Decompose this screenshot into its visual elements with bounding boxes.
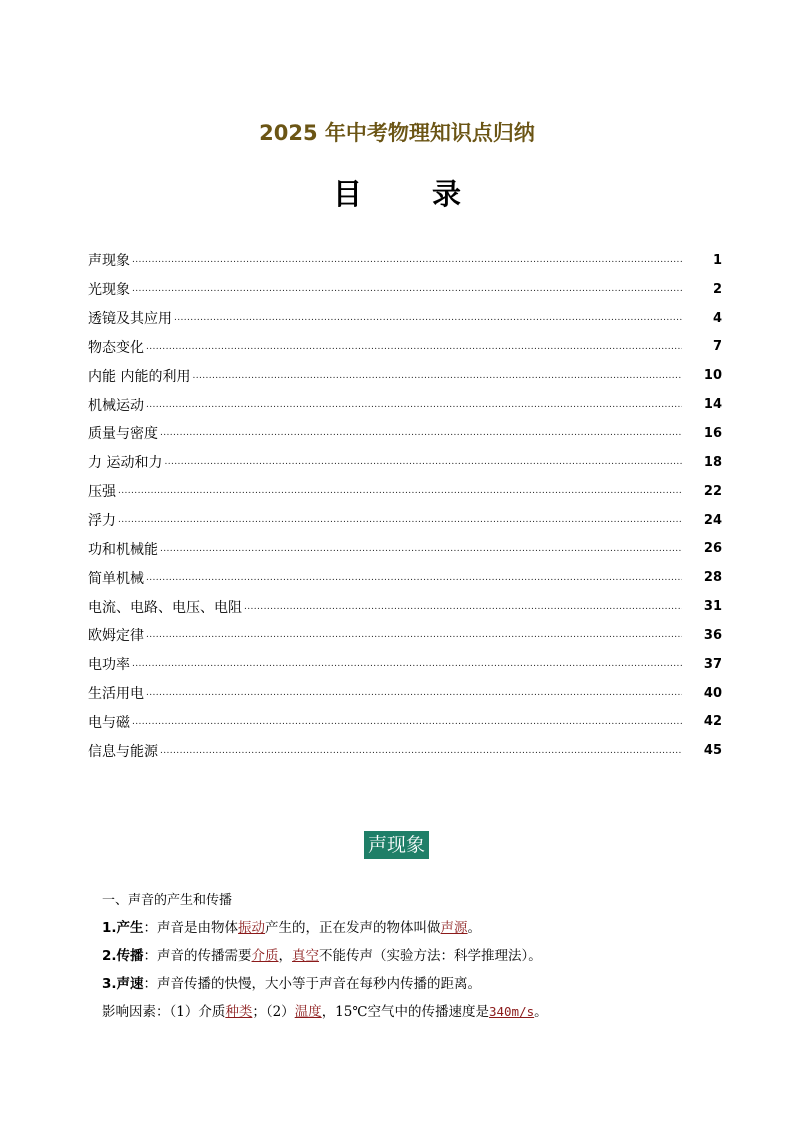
toc-entry[interactable] bbox=[88, 448, 722, 477]
toc-dot-leader bbox=[118, 513, 682, 527]
toc-entry-title: 生活用电 bbox=[88, 686, 144, 703]
paragraph-speed bbox=[102, 972, 481, 992]
toc-dot-leader bbox=[146, 628, 682, 642]
subsection-title: 一、声音的产生和传播 bbox=[102, 893, 233, 908]
toc-entry[interactable] bbox=[88, 477, 722, 506]
toc-dot-leader bbox=[118, 484, 682, 498]
toc-entry-title: 光现象 bbox=[88, 282, 130, 299]
toc-dot-leader bbox=[174, 311, 682, 325]
highlight-term: 介质 bbox=[251, 948, 279, 964]
toc-page-number: 31 bbox=[703, 599, 722, 615]
toc-heading: 目 录 bbox=[332, 177, 492, 211]
paragraph-propagation bbox=[102, 944, 542, 964]
toc-entry-title: 质量与密度 bbox=[88, 426, 158, 443]
highlight-term: 温度 bbox=[294, 1004, 322, 1020]
paragraph-label: 1.产生 bbox=[102, 920, 144, 936]
toc-entry-title: 机械运动 bbox=[88, 397, 144, 414]
document-title: 2025 年中考物理知识点归纳 bbox=[259, 121, 535, 145]
toc-dot-leader bbox=[146, 398, 682, 412]
toc-page-number: 16 bbox=[703, 425, 722, 441]
paragraph-text: 影响因素：（1）介质 bbox=[102, 1004, 226, 1020]
toc-page-number: 45 bbox=[703, 743, 722, 759]
toc-entry[interactable] bbox=[88, 650, 722, 679]
toc-entry-title: 电与磁 bbox=[88, 714, 130, 731]
toc-entry-title: 声现象 bbox=[88, 253, 130, 270]
toc-entry-title: 电流、电路、电压、电阻 bbox=[88, 599, 242, 616]
toc-entry[interactable] bbox=[88, 390, 722, 419]
highlight-term: 种类 bbox=[225, 1004, 253, 1020]
toc-entry[interactable] bbox=[88, 534, 722, 563]
section-banner: 声现象 bbox=[364, 831, 429, 859]
toc-entry-title: 简单机械 bbox=[88, 570, 144, 587]
toc-page-number: 1 bbox=[712, 252, 722, 268]
table-of-contents bbox=[88, 246, 722, 765]
toc-entry-title: 功和机械能 bbox=[88, 541, 158, 558]
toc-dot-leader bbox=[160, 426, 682, 440]
toc-dot-leader bbox=[160, 542, 682, 556]
toc-entry-title: 欧姆定律 bbox=[88, 628, 144, 645]
paragraph-text: ：声音是由物体 bbox=[143, 920, 239, 936]
toc-dot-leader bbox=[132, 253, 682, 267]
highlight-term: 振动 bbox=[238, 920, 266, 936]
toc-entry[interactable] bbox=[88, 736, 722, 765]
toc-entry-title: 力 运动和力 bbox=[88, 455, 163, 472]
toc-dot-leader bbox=[132, 282, 682, 296]
toc-entry-title: 内能 内能的利用 bbox=[88, 368, 191, 385]
toc-entry[interactable] bbox=[88, 275, 722, 304]
toc-page-number: 26 bbox=[703, 541, 722, 557]
toc-page-number: 28 bbox=[703, 570, 722, 586]
toc-entry-title: 透镜及其应用 bbox=[88, 311, 172, 328]
toc-page-number: 24 bbox=[703, 512, 722, 528]
toc-page-number: 18 bbox=[703, 454, 722, 470]
paragraph-text: ；（2） bbox=[252, 1004, 295, 1020]
toc-entry-title: 物态变化 bbox=[88, 339, 144, 356]
toc-page-number: 37 bbox=[703, 656, 722, 672]
toc-page-number: 2 bbox=[712, 281, 722, 297]
toc-page-number: 14 bbox=[703, 397, 722, 413]
toc-dot-leader bbox=[192, 369, 682, 383]
toc-dot-leader bbox=[146, 571, 682, 585]
toc-entry[interactable] bbox=[88, 419, 722, 448]
paragraph-factors bbox=[102, 1000, 548, 1020]
toc-dot-leader bbox=[244, 600, 682, 614]
toc-entry[interactable] bbox=[88, 621, 722, 650]
paragraph-text: 不能传声（实验方法：科学推理法）。 bbox=[319, 948, 542, 964]
toc-entry-title: 压强 bbox=[88, 484, 116, 501]
toc-page-number: 42 bbox=[703, 714, 722, 730]
paragraph-text: 。 bbox=[534, 1004, 548, 1020]
highlight-term: 真空 bbox=[292, 948, 320, 964]
paragraph-production bbox=[102, 916, 481, 936]
toc-dot-leader bbox=[132, 715, 682, 729]
toc-entry[interactable] bbox=[88, 361, 722, 390]
toc-dot-leader bbox=[146, 340, 682, 354]
toc-entry-title: 浮力 bbox=[88, 513, 116, 530]
toc-entry[interactable] bbox=[88, 563, 722, 592]
toc-page-number: 40 bbox=[703, 685, 722, 701]
toc-entry[interactable] bbox=[88, 333, 722, 362]
toc-dot-leader bbox=[132, 657, 682, 671]
toc-page-number: 7 bbox=[712, 339, 722, 355]
paragraph-label: 2.传播 bbox=[102, 948, 144, 964]
toc-dot-leader bbox=[146, 686, 682, 700]
highlight-term: 340m/s bbox=[488, 1004, 535, 1019]
toc-dot-leader bbox=[164, 455, 682, 469]
toc-page-number: 10 bbox=[703, 368, 722, 384]
toc-dot-leader bbox=[160, 744, 682, 758]
toc-page-number: 36 bbox=[703, 627, 722, 643]
toc-page-number: 4 bbox=[712, 310, 722, 326]
paragraph-text: ，15℃空气中的传播速度是 bbox=[321, 1004, 489, 1020]
highlight-term: 声源 bbox=[440, 920, 468, 936]
toc-entry-title: 电功率 bbox=[88, 657, 130, 674]
toc-entry[interactable] bbox=[88, 304, 722, 333]
toc-entry-title: 信息与能源 bbox=[88, 743, 158, 760]
toc-entry[interactable] bbox=[88, 708, 722, 737]
toc-page-number: 22 bbox=[703, 483, 722, 499]
toc-entry[interactable] bbox=[88, 592, 722, 621]
paragraph-text: 。 bbox=[467, 920, 482, 936]
paragraph-label: 3.声速 bbox=[102, 976, 144, 992]
paragraph-text: ：声音的传播需要 bbox=[143, 948, 252, 964]
toc-entry[interactable] bbox=[88, 246, 722, 275]
toc-entry[interactable] bbox=[88, 679, 722, 708]
paragraph-text: 产生的，正在发声的物体叫做 bbox=[265, 920, 441, 936]
paragraph-text: ， bbox=[278, 948, 293, 964]
toc-entry[interactable] bbox=[88, 506, 722, 535]
paragraph-text: ：声音传播的快慢，大小等于声音在每秒内传播的距离。 bbox=[143, 976, 482, 992]
